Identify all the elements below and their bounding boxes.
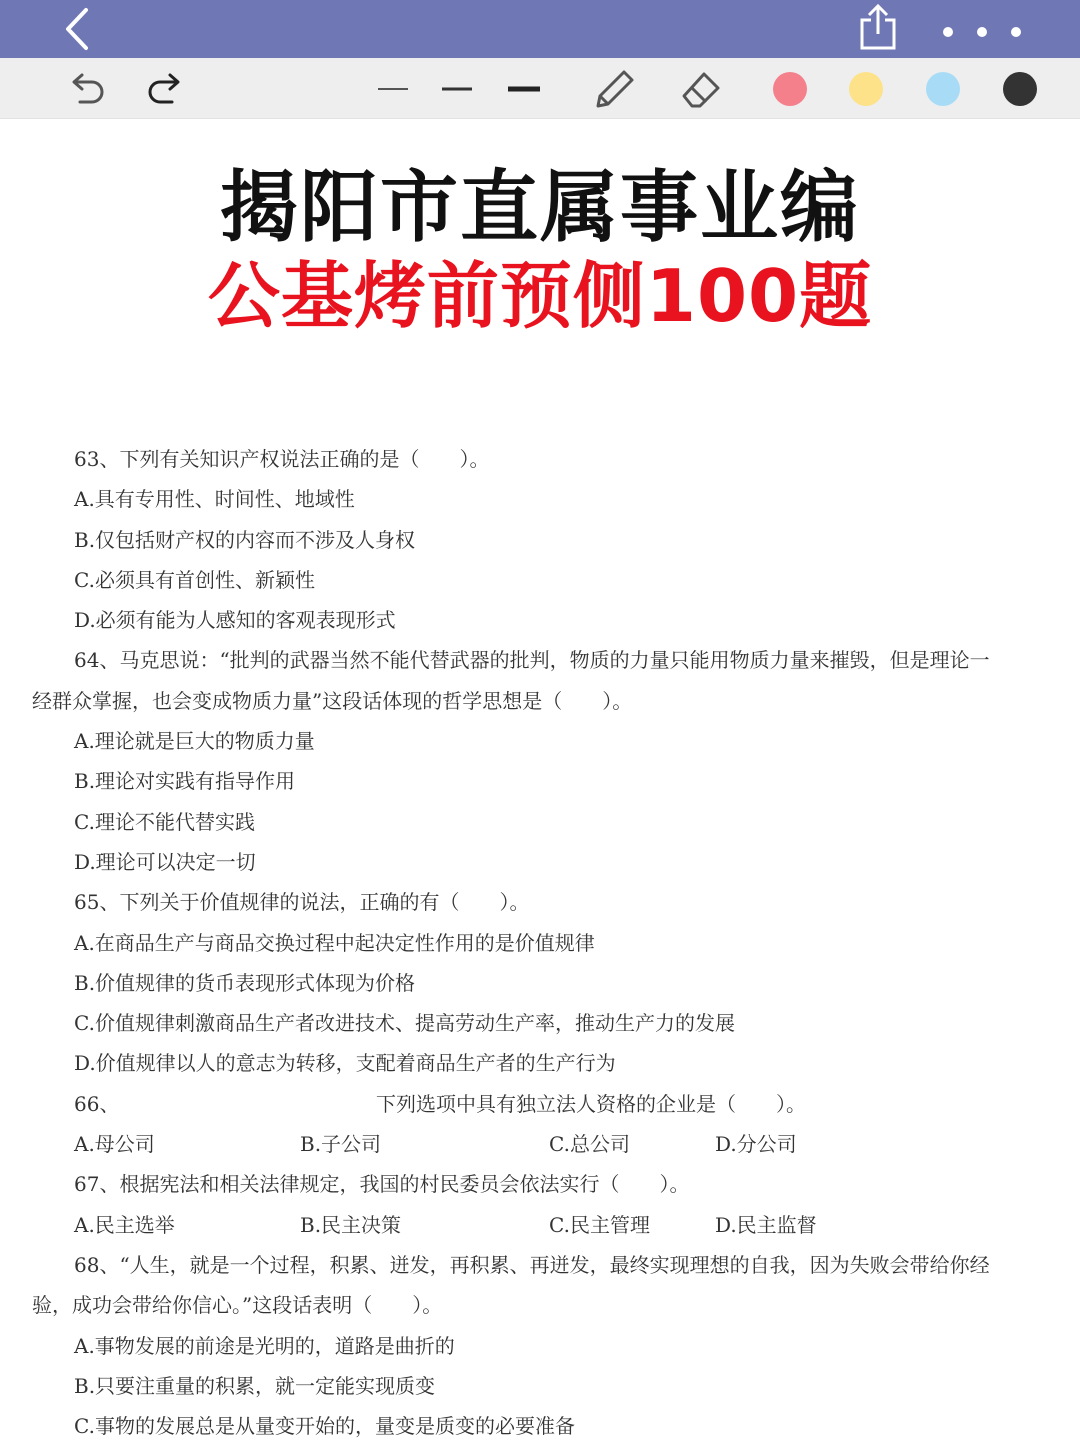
question-65-option-a: A.在商品生产与商品交换过程中起决定性作用的是价值规律: [74, 930, 595, 955]
color-swatch-blue[interactable]: [926, 72, 960, 106]
question-68-stem-line2: 验，成功会带给你信心。”这段话表明（ ）。: [32, 1293, 443, 1318]
question-65-option-b: B.价值规律的货币表现形式体现为价格: [74, 970, 416, 995]
question-66-option-b: B.子公司: [300, 1132, 382, 1157]
question-67-option-b: B.民主决策: [300, 1212, 402, 1237]
top-app-bar: [0, 0, 1080, 58]
question-68-stem-line1: 68、“人生，就是一个过程，积累、迸发，再积累、再迸发，最终实现理想的自我，因为失败会带给你经: [74, 1252, 990, 1277]
question-67-options: [0, 1205, 1080, 1245]
undo-icon[interactable]: [66, 70, 110, 108]
question-66-stem: 下列选项中具有独立法人资格的企业是（ ）。: [376, 1091, 806, 1116]
question-63-option-d: D.必须有能为人感知的客观表现形式: [74, 608, 396, 633]
color-swatch-black[interactable]: [1003, 72, 1037, 106]
question-66-option-d: D.分公司: [715, 1132, 797, 1157]
question-64-stem-line1: 64、马克思说：“批判的武器当然不能代替武器的批判，物质的力量只能用物质力量来摧毁，但是理论一: [74, 648, 990, 673]
question-68-option-b: B.只要注重量的积累，就一定能实现质变: [74, 1373, 436, 1398]
question-67-option-a: A.民主选举: [74, 1212, 175, 1237]
drawing-toolbar: [0, 58, 1080, 119]
more-icon[interactable]: [934, 14, 1030, 46]
question-65-option-d: D.价值规律以人的意志为转移，支配着商品生产者的生产行为: [74, 1051, 616, 1076]
question-63-stem: 63、下列有关知识产权说法正确的是（ ）。: [74, 447, 490, 471]
redo-icon[interactable]: [142, 70, 186, 108]
question-68-option-a: A.事物发展的前途是光明的，道路是曲折的: [74, 1333, 455, 1358]
question-66-option-a: A.母公司: [74, 1132, 155, 1157]
question-64-stem-line2: 经群众掌握，也会变成物质力量”这段话体现的哲学思想是（ ）。: [32, 688, 633, 713]
back-arrow-icon[interactable]: [58, 6, 98, 52]
question-64-option-a: A.理论就是巨大的物质力量: [74, 729, 315, 754]
question-67-stem: 67、根据宪法和相关法律规定，我国的村民委员会依法实行（ ）。: [74, 1172, 690, 1197]
question-67-option-d: D.民主监督: [715, 1212, 817, 1237]
question-63-option-a: A.具有专用性、时间性、地域性: [74, 487, 355, 512]
eraser-icon[interactable]: [678, 66, 724, 112]
question-65-stem: 65、下列关于价值规律的说法，正确的有（ ）。: [74, 890, 530, 915]
thick-line-icon[interactable]: [506, 80, 542, 98]
question-66-option-c: C.总公司: [549, 1132, 630, 1157]
medium-line-icon[interactable]: [440, 80, 474, 98]
question-64-option-b: B.理论对实践有指导作用: [74, 769, 296, 794]
question-68-option-c: C.事物的发展总是从量变开始的，量变是质变的必要准备: [74, 1414, 575, 1439]
share-icon[interactable]: [856, 2, 900, 54]
question-66-stem-row: [0, 1084, 1080, 1124]
document-subtitle: 公基烤前预侧100题: [207, 254, 873, 338]
question-63-option-b: B.仅包括财产权的内容而不涉及人身权: [74, 527, 416, 552]
question-64-option-d: D.理论可以决定一切: [74, 849, 256, 874]
question-64-option-c: C.理论不能代替实践: [74, 809, 255, 834]
question-65-option-c: C.价值规律刺激商品生产者改进技术、提高劳动生产率，推动生产力的发展: [74, 1011, 735, 1036]
thin-line-icon[interactable]: [376, 80, 410, 98]
question-66-number: 66、: [74, 1091, 120, 1116]
question-63-option-c: C.必须具有首创性、新颖性: [74, 567, 315, 592]
question-66-options: [0, 1124, 1080, 1164]
question-67-option-c: C.民主管理: [549, 1212, 650, 1237]
document-title: 揭阳市直属事业编: [219, 163, 860, 253]
color-swatch-pink[interactable]: [773, 72, 807, 106]
color-swatch-yellow[interactable]: [849, 72, 883, 106]
pencil-icon[interactable]: [590, 66, 638, 112]
question-list: [0, 439, 1080, 1446]
